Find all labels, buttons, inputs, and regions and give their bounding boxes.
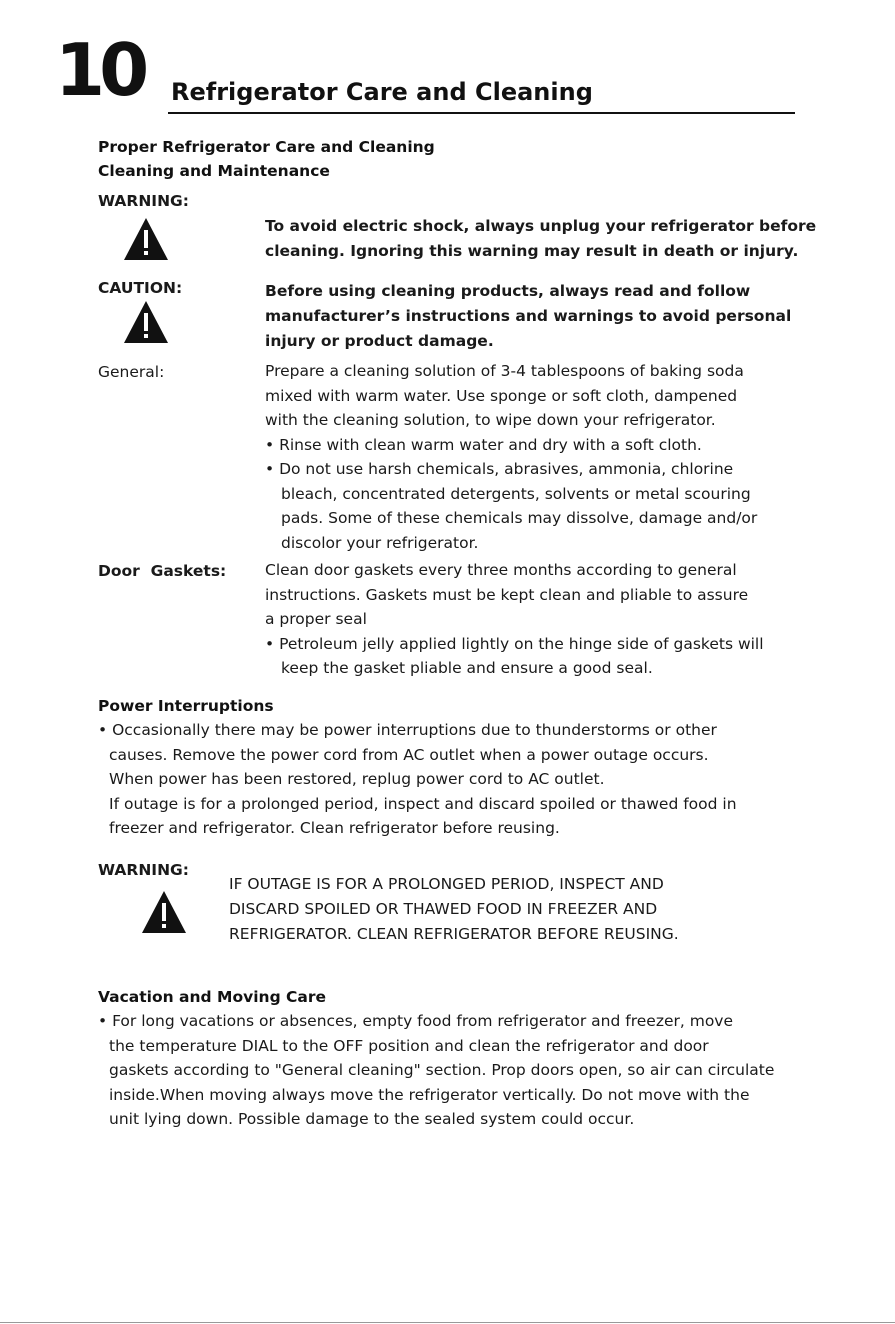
door-gaskets-text-line: Clean door gaskets every three months according to general <box>265 561 737 579</box>
door-gaskets-text-line: a proper seal <box>265 610 367 628</box>
general-text-line: with the cleaning solution, to wipe down your refrigerator. <box>265 411 716 429</box>
door-gaskets-bullet-continuation: keep the gasket pliable and ensure a good seal. <box>281 659 653 677</box>
general-bullet-continuation: discolor your refrigerator. <box>281 533 479 552</box>
general-bullet: • Rinse with clean warm water and dry with a soft cloth. <box>265 435 702 454</box>
section-heading-power-interruptions: Power Interruptions <box>98 697 274 715</box>
warning-label: WARNING: <box>98 192 189 210</box>
outage-warning-text-block <box>229 872 679 947</box>
power-text-line: freezer and refrigerator. Clean refrigerator before reusing. <box>109 819 560 837</box>
vacation-text-line: the temperature DIAL to the OFF position and clean the refrigerator and door <box>109 1036 709 1055</box>
vacation-text-line: unit lying down. Possible damage to the sealed system could occur. <box>109 1110 635 1128</box>
outage-warning-line: DISCARD SPOILED OR THAWED FOOD IN FREEZER AND <box>229 900 658 918</box>
page-number: 10 <box>55 28 144 112</box>
footer-divider <box>0 1322 895 1323</box>
page-title: Refrigerator Care and Cleaning <box>171 78 593 106</box>
vacation-bullet: • For long vacations or absences, empty food from refrigerator and freezer, move <box>98 1012 734 1030</box>
caution-text-line: injury or product damage. <box>265 332 494 350</box>
warning-triangle-icon <box>122 299 170 349</box>
vacation-text-line: inside.When moving always move the refrigerator vertically. Do not move with the <box>109 1085 750 1104</box>
caution-label: CAUTION: <box>98 279 183 297</box>
door-gaskets-text-block <box>265 558 764 681</box>
section-heading-cleaning-maintenance: Cleaning and Maintenance <box>98 162 330 180</box>
power-bullet: • Occasionally there may be power interruptions due to thunderstorms or other <box>98 721 717 739</box>
caution-text-line: Before using cleaning products, always read and follow <box>265 282 751 300</box>
outage-warning-line: IF OUTAGE IS FOR A PROLONGED PERIOD, INSPECT AND <box>229 875 664 893</box>
warning-text-block <box>265 214 816 264</box>
section-heading-proper-care: Proper Refrigerator Care and Cleaning <box>98 138 435 156</box>
door-gaskets-bullet: • Petroleum jelly applied lightly on the hinge side of gaskets will <box>265 634 764 653</box>
warning-triangle-icon <box>140 889 188 939</box>
vacation-text-block <box>98 1009 774 1132</box>
door-gaskets-label: Door Gaskets: <box>98 562 227 580</box>
warning-text-line: To avoid electric shock, always unplug your refrigerator before <box>265 217 817 235</box>
general-bullet-continuation: bleach, concentrated detergents, solvents or metal scouring <box>281 484 751 503</box>
general-text-line: Prepare a cleaning solution of 3-4 tablespoons of baking soda <box>265 362 744 380</box>
caution-text-line: manufacturer’s instructions and warnings to avoid personal <box>265 307 792 325</box>
warning-label: WARNING: <box>98 861 189 879</box>
power-text-block <box>98 718 737 841</box>
general-text-line: mixed with warm water. Use sponge or soft cloth, dampened <box>265 386 738 405</box>
power-text-line: causes. Remove the power cord from AC outlet when a power outage occurs. <box>109 745 709 764</box>
vacation-text-line: gaskets according to "General cleaning" section. Prop doors open, so air can circulate <box>109 1061 775 1079</box>
general-bullet: • Do not use harsh chemicals, abrasives, ammonia, chlorine <box>265 460 734 478</box>
door-gaskets-text-line: instructions. Gaskets must be kept clean and pliable to assure <box>265 585 749 604</box>
section-heading-vacation-moving: Vacation and Moving Care <box>98 988 327 1006</box>
title-divider <box>168 112 795 114</box>
caution-text-block <box>265 279 791 354</box>
general-text-block <box>265 359 757 555</box>
warning-text-line: cleaning. Ignoring this warning may result in death or injury. <box>265 242 799 260</box>
outage-warning-line: REFRIGERATOR. CLEAN REFRIGERATOR BEFORE REUSING. <box>229 925 679 943</box>
general-label: General: <box>98 363 165 381</box>
power-text-line: If outage is for a prolonged period, inspect and discard spoiled or thawed food in <box>109 794 737 813</box>
general-bullet-continuation: pads. Some of these chemicals may dissolve, damage and/or <box>281 509 758 527</box>
power-text-line: When power has been restored, replug power cord to AC outlet. <box>109 770 605 788</box>
warning-triangle-icon <box>122 216 170 266</box>
